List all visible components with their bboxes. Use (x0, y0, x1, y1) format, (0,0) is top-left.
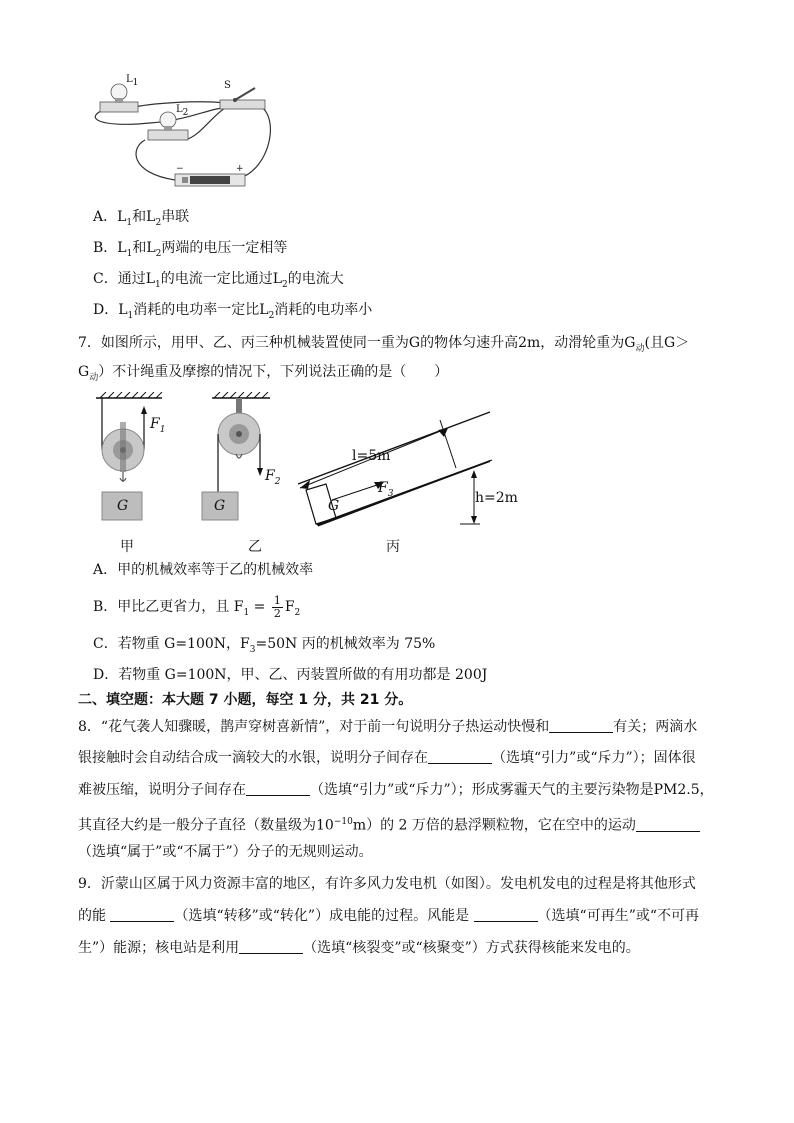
f1-sub: 1 (159, 424, 166, 435)
q7-option-d: D．若物重 G=100N，甲、乙、丙装置所做的有用功都是 200J (93, 667, 488, 683)
q7-b-sub1: 1 (243, 607, 250, 618)
q8-l1-b: 有关；两滴水 (613, 719, 698, 735)
g-label-jia: G (117, 498, 129, 514)
q6-option-d (93, 300, 372, 326)
q8-blank-1[interactable] (549, 718, 613, 733)
l2-label (176, 104, 188, 118)
q8-line4 (78, 812, 700, 836)
f2-sub: 2 (274, 476, 281, 487)
fig-label-yi: 乙 (248, 539, 262, 555)
q9-line3 (78, 938, 640, 958)
q9-blank-2[interactable] (474, 907, 538, 922)
q7-option-b (93, 592, 300, 628)
q8-l3-b: （选填“引力”或“斥力”）；形成雾霾天气的主要污染物是PM2.5， (310, 782, 714, 798)
q6-c-mid: 的电流一定比通过L (160, 271, 283, 287)
q8-line1 (78, 717, 697, 737)
q7-stem-start2: G (78, 364, 90, 380)
q6-c-suffix: 的电流大 (287, 271, 344, 287)
q6-d-sub1: 1 (127, 310, 134, 321)
q7-stem-sub1: 动 (635, 343, 645, 354)
q9-line1: 9．沂蒙山区属于风力资源丰富的地区，有许多风力发电机（如图）。发电机发电的过程是将其他形式 (78, 876, 696, 892)
q7-figures (90, 392, 530, 560)
q6-b-sub2: 2 (155, 248, 162, 259)
battery-minus: − (176, 164, 184, 174)
f2-text: F (265, 468, 275, 484)
q8-line2 (78, 748, 696, 768)
one-half-fraction (272, 595, 283, 620)
q6-a-mid: 和L (132, 209, 156, 225)
g-label-yi: G (214, 498, 226, 514)
f3-label (378, 480, 393, 499)
q6-d-prefix: D．L (93, 302, 128, 318)
q6-d-mid: 消耗的电功率一定比L (133, 302, 269, 318)
q8-blank-3[interactable] (246, 781, 310, 796)
battery-plus: + (236, 164, 244, 174)
q6-b-sub1: 1 (126, 248, 133, 259)
q7-stem-text1: 7．如图所示，用甲、乙、丙三种机械装置使同一重为G的物体匀速升高2m，动滑轮重为G (78, 335, 636, 351)
q7-c-sub: 3 (249, 644, 256, 655)
q9-blank-1[interactable] (110, 907, 174, 922)
q6-a-sub2: 2 (155, 217, 162, 228)
q7-b-eq: = (249, 599, 270, 615)
q6-d-suffix: 消耗的电功率小 (274, 302, 373, 318)
q8-line3 (78, 780, 714, 800)
q9-blank-3[interactable] (239, 939, 303, 954)
q9-l2-b: （选填“转移”或“转化”）成电能的过程。风能是 (174, 908, 474, 924)
circuit-figure (90, 74, 280, 190)
fraction-denominator: 2 (273, 606, 281, 620)
switch-label: S (224, 80, 231, 91)
q9-l3-a: 生”）能源；核电站是利用 (78, 940, 240, 956)
section-heading: 二、填空题：本大题 7 小题，每空 1 分，共 21 分。 (78, 692, 413, 708)
l1-label (126, 74, 138, 88)
q7-stem-line1 (78, 333, 689, 359)
q7-c-prefix: C．若物重 G=100N，F (93, 636, 250, 652)
incline-height-label: h=2m (475, 490, 518, 506)
f1-text: F (150, 416, 160, 432)
q7-b-sub2: 2 (294, 607, 301, 618)
q7-option-a: A．甲的机械效率等于乙的机械效率 (93, 562, 314, 578)
q9-line2 (78, 906, 699, 926)
q8-l4-b: m）的 2 万倍的悬浮颗粒物，它在空中的运动 (352, 817, 636, 834)
q6-b-mid: 和L (132, 240, 156, 256)
q6-a-prefix: A．L (93, 209, 127, 225)
q7-stem-line2 (78, 362, 448, 388)
fraction-numerator: 1 (273, 593, 281, 607)
circuit-diagram (90, 78, 280, 190)
q7-c-suffix: =50N 丙的机械效率为 75% (255, 636, 436, 652)
q6-c-sub1: 1 (155, 279, 161, 290)
l1-text: L (126, 74, 133, 85)
f2-label (265, 468, 280, 487)
q7-stem-end2: ）不计绳重及摩擦的情况下，下列说法正确的是（ ） (98, 364, 449, 380)
fig-label-jia: 甲 (120, 539, 134, 555)
q8-line5: （选填“属于”或“不属于”）分子的无规则运动。 (78, 844, 373, 860)
q6-d-sub2: 2 (268, 310, 275, 321)
f1-label (150, 416, 165, 435)
q6-option-a (93, 207, 189, 233)
q6-c-sub2: 2 (282, 279, 288, 290)
q9-l2-a: 的能 (78, 908, 111, 924)
q8-l2-a: 银接触时会自动结合成一滴较大的水银，说明分子间存在 (78, 750, 428, 766)
l1-sub: 1 (132, 78, 139, 88)
q8-blank-4[interactable] (636, 817, 700, 832)
q7-b-f2: F (284, 599, 295, 615)
q9-l2-c: （选填“可再生”或“不可再 (537, 908, 700, 924)
q6-option-b (93, 238, 287, 264)
q8-l3-a: 难被压缩，说明分子间存在 (78, 782, 246, 798)
l2-sub: 2 (182, 108, 189, 118)
fig-label-bing: 丙 (386, 539, 400, 555)
g-label-bing: G (328, 498, 340, 514)
f3-text: F (378, 480, 388, 496)
q8-l4-a: 其直径大约是一般分子直径（数量级为10 (78, 817, 334, 834)
incline-length-label: l=5m (352, 448, 391, 464)
q7-b-prefix: B．甲比乙更省力，且 F (93, 599, 244, 615)
q8-l2-b: （选填“引力”或“斥力”）；固体很 (492, 750, 696, 766)
q6-b-prefix: B．L (93, 240, 127, 256)
q6-option-c (93, 269, 344, 295)
q8-blank-2[interactable] (428, 749, 492, 764)
q6-a-suffix: 串联 (161, 209, 190, 225)
l2-text: L (176, 104, 183, 115)
q8-l1-a: 8．“花气袭人知骤暖，鹊声穿树喜新情”，对于前一句说明分子热运动快慢和 (78, 719, 550, 735)
q7-option-c (93, 634, 435, 660)
f3-sub: 3 (387, 488, 394, 499)
q6-b-suffix: 两端的电压一定相等 (161, 240, 288, 256)
q8-l4-sup: −10 (333, 817, 353, 827)
q7-stem-sub2: 动 (89, 372, 99, 383)
q6-a-sub1: 1 (126, 217, 133, 228)
q7-stem-end1: (且G＞ (644, 335, 690, 351)
q6-c-prefix: C．通过L (93, 271, 156, 287)
q9-l3-b: （选填“核裂变”或“核聚变”）方式获得核能来发电的。 (303, 940, 640, 956)
